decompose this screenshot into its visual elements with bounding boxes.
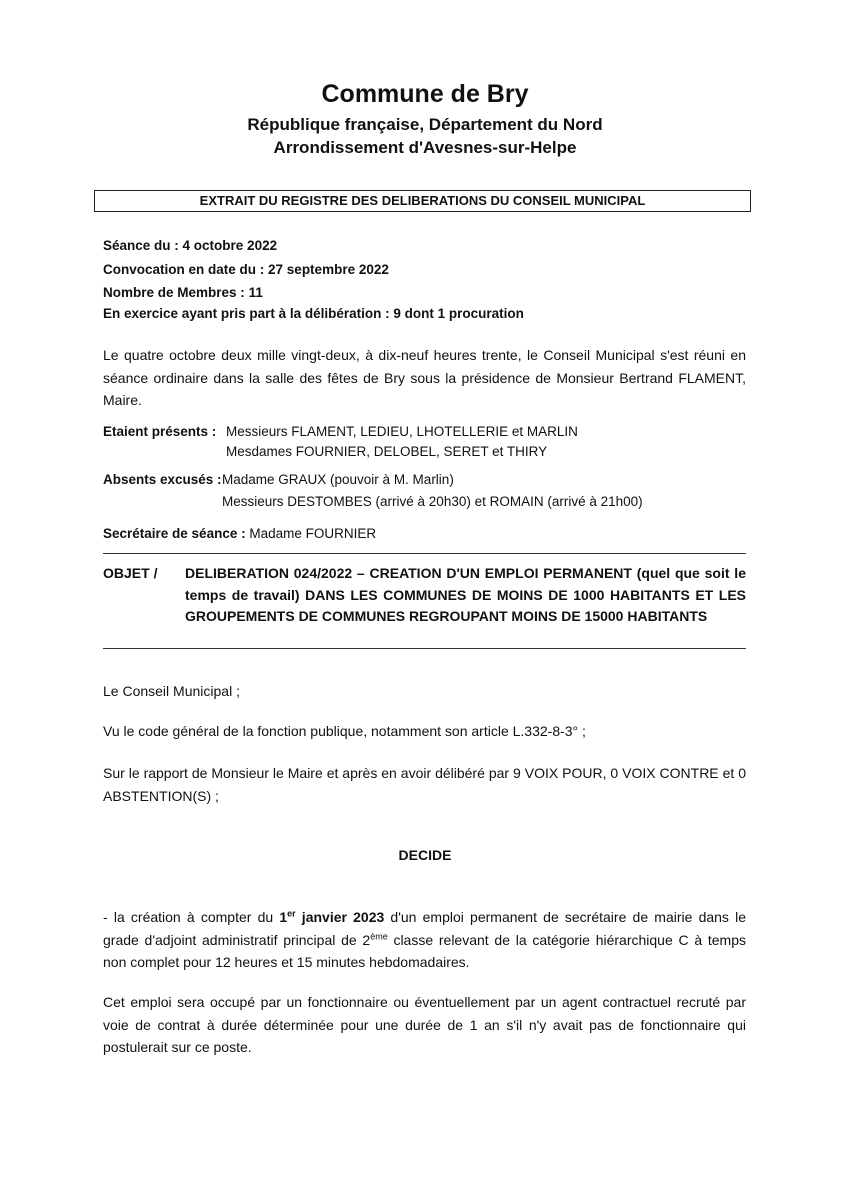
seance-label: Séance du : xyxy=(103,238,179,253)
exercice-value: 9 dont 1 procuration xyxy=(393,306,524,321)
objet-text: DELIBERATION 024/2022 – CREATION D'UN EMPLOI PERMANENT (quel que soit le temps de travail) DANS LES COMMUNES DE MOINS DE 1000 HABITANTS ET LES GROUPEMENTS DE COMMUNES REGROUPANT MOINS DE 15000 HABITANTS xyxy=(185,565,746,624)
emploi-paragraph: Cet emploi sera occupé par un fonctionnaire ou éventuellement par un agent contractuel recruté par voie de contrat à durée déterminée pour une durée de 1 an s'il n'y avait pas de fonctionnaire qui postulerait sur ce poste. xyxy=(103,994,746,1055)
objet-bottom-rule xyxy=(103,648,746,649)
seance-value: 4 octobre 2022 xyxy=(182,238,278,253)
creation-paragraph: - la création à compter du 1er janvier 2023 d'un emploi permanent de secrétaire de mairie dans le grade d'adjoint administratif principal de 2ème classe relevant de la catégorie hiérarchique C à temps non complet pour 12 heures et 15 minutes hebdomadaires. xyxy=(103,908,746,970)
vu-line: Vu le code général de la fonction publique, notamment son article L.332-8-3° ; xyxy=(103,723,586,739)
commune-title: Commune de Bry xyxy=(321,80,529,108)
presents-label: Etaient présents : xyxy=(103,424,217,439)
secretaire-value: Madame FOURNIER xyxy=(249,526,377,541)
conseil-line: Le Conseil Municipal ; xyxy=(103,683,240,699)
presents-line-2: Mesdames FOURNIER, DELOBEL, SERET et THIRY xyxy=(226,444,548,459)
membres-label: Nombre de Membres : xyxy=(103,285,245,300)
republique-line: République française, Département du Nord xyxy=(247,115,603,134)
convocation-line xyxy=(103,262,389,277)
objet-top-rule xyxy=(103,553,746,554)
seance-line xyxy=(103,238,277,253)
rapport-paragraph: Sur le rapport de Monsieur le Maire et après en avoir délibéré par 9 VOIX POUR, 0 VOIX CONTRE et 0 ABSTENTION(S) ; xyxy=(103,765,746,804)
absents-line-1: Madame GRAUX (pouvoir à M. Marlin) xyxy=(222,472,454,487)
absents-line-2: Messieurs DESTOMBES (arrivé à 20h30) et ROMAIN (arrivé à 21h00) xyxy=(222,494,643,509)
secretaire-line xyxy=(103,526,376,541)
arrondissement-line: Arrondissement d'Avesnes-sur-Helpe xyxy=(273,138,577,157)
exercice-label: En exercice ayant pris part à la délibération : xyxy=(103,306,390,321)
membres-line xyxy=(103,285,263,300)
exercice-line xyxy=(103,306,524,321)
convocation-label: Convocation en date du : xyxy=(103,262,265,277)
absents-label: Absents excusés : xyxy=(103,472,222,487)
objet-label: OBJET / xyxy=(103,565,158,581)
secretaire-label: Secrétaire de séance : xyxy=(103,526,246,541)
presents-line-1: Messieurs FLAMENT, LEDIEU, LHOTELLERIE et MARLIN xyxy=(226,424,578,439)
extract-title-box: EXTRAIT DU REGISTRE DES DELIBERATIONS DU CONSEIL MUNICIPAL xyxy=(94,190,751,212)
membres-value: 11 xyxy=(248,285,263,300)
intro-paragraph: Le quatre octobre deux mille vingt-deux, à dix-neuf heures trente, le Conseil Municipal s'est réuni en séance ordinaire dans la salle des fêtes de Bry sous la présidence de Monsieur Bertrand FLAMENT, Maire. xyxy=(103,347,746,408)
convocation-value: 27 septembre 2022 xyxy=(268,262,389,277)
decide-heading: DECIDE xyxy=(398,847,452,863)
